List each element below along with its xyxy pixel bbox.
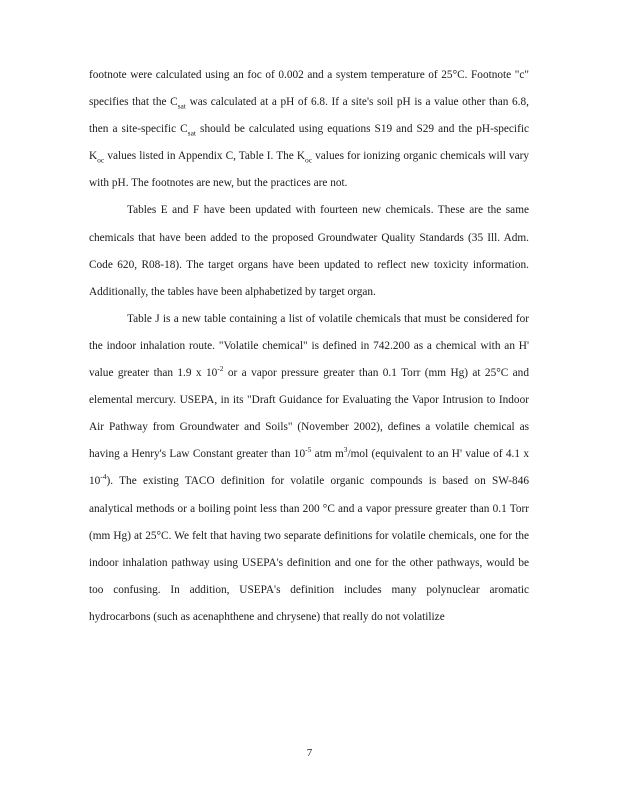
paragraph-table-j xyxy=(89,306,529,631)
superscript: -5 xyxy=(305,445,312,455)
subscript: oc xyxy=(97,155,105,165)
text-run: or a vapor pressure greater than 0.1 Torr (mm Hg) at 25°C and elemental mercury. USEPA, in its "Draft Guidance for Evaluating the Vapor Intrusion to Indoor Air Pathway from Groundwater and Soils" (November 2002), defines a volatile chemical as having a Henry's Law Constant greater than 10 xyxy=(89,367,529,461)
text-run: was calculated at a pH of 6.8. If a site's soil pH is a value other than 6.8, then a site-specific C xyxy=(89,96,529,136)
text-run: should be calculated using equations S19 and S29 and the pH-specific K xyxy=(89,123,529,163)
text-run: atm m xyxy=(311,448,344,461)
body-text xyxy=(89,62,529,631)
text-run: /mol (equivalent to an H' value of 4.1 x 10 xyxy=(89,448,529,488)
paragraph-tables-e-f xyxy=(89,197,529,305)
superscript: -4 xyxy=(100,472,107,482)
subscript: sat xyxy=(177,101,186,111)
subscript: sat xyxy=(187,128,197,138)
text-run: Tables E and F have been updated with fourteen new chemicals. These are the same chemicals that have been added to the proposed Groundwater Quality Standards (35 Ill. Adm. Code 620, R08-18). The target organs have been updated to reflect new toxicity information. Additionally, the tables have been alphabetized by target organ. xyxy=(89,204,529,298)
page-number: 7 xyxy=(306,747,313,759)
text-run: Table J is a new table containing a list of volatile chemicals that must be considered for the indoor inhalation route. "Volatile chemical" is defined in 742.200 as a chemical with an H' value greater than 1.9 x 10 xyxy=(89,312,529,380)
superscript: -2 xyxy=(217,364,224,374)
superscript: 3 xyxy=(343,445,348,455)
subscript: oc xyxy=(305,155,313,165)
text-run: values for ionizing organic chemicals will vary with pH. The footnotes are new, but the practices are not. xyxy=(89,150,530,190)
text-run: footnote were calculated using an foc of 0.002 and a system temperature of 25°C. Footnote "c" specifies that the C xyxy=(89,69,529,109)
text-run: values listed in Appendix C, Table I. The K xyxy=(104,150,305,163)
text-run: ). The existing TACO definition for volatile organic compounds is based on SW-846 analytical methods or a boiling point less than 200 °C and a vapor pressure greater than 0.1 Torr (mm Hg) at 25°C. We felt that having two separate definitions for volatile chemicals, one for the indoor inhalation pathway using USEPA's definition and one for the other pathways, would be too confusing. In addition, USEPA's definition includes many polynuclear aromatic hydrocarbons (such as acenaphthene and chrysene) that really do not volatilize xyxy=(89,475,529,623)
paragraph-footnotes xyxy=(89,62,529,197)
